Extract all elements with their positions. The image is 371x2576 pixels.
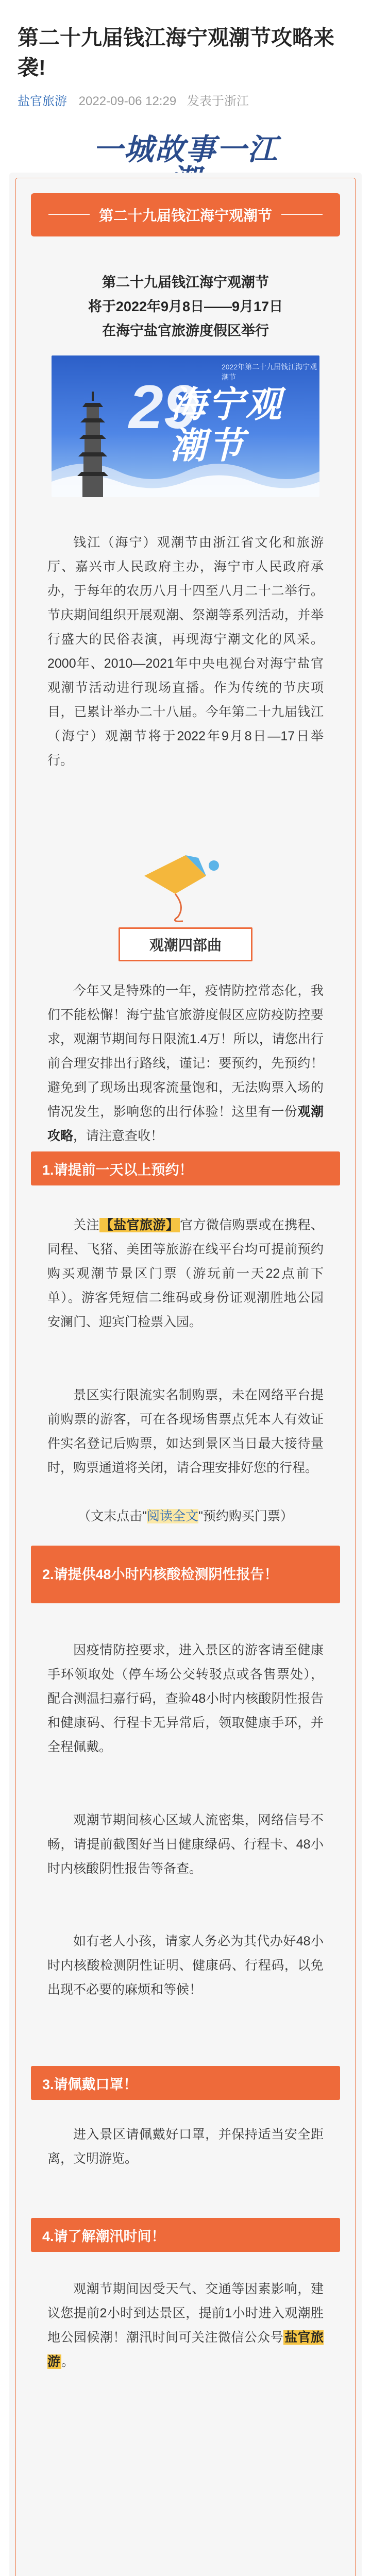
poster-caption: 2022年第二十九届钱江海宁观潮节	[222, 363, 317, 381]
poster-number: 29	[129, 372, 198, 442]
festival-description: 钱江（海宁）观潮节由浙江省文化和旅游厅、嘉兴市人民政府主办，海宁市人民政府承办，于每年的农历八月十四至八月二十二举行。节庆期间组织开展观潮、祭潮等系列活动，并举行盛大的民俗表演，再现海宁潮文化的风采。2000年、2010—2021年中央电视台对海宁盐官观潮节活动进行现场直播。作为传统的节庆项目，已累计举办二十八届。今年第二十九届钱江（海宁）观潮节将于2022年9月8日—17日举行。	[47, 535, 324, 768]
step-3-paragraph-1: 进入景区请佩戴好口罩，并保持适当安全距离，文明游览。	[47, 2127, 324, 2166]
step-1-paragraph-2: 景区实行限流实名制购票，未在网络平台提前购票的游客，可在各现场售票点凭本人有效证件实名登记后购票，如达到景区当日最大接待量时，购票通道将关闭，请合理安排好您的行程。	[47, 1388, 324, 1475]
step-2-paragraph-2: 观潮节期间核心区域人流密集，网络信号不畅，请提前截图好当日健康绿码、行程卡、48小时内核酸阴性报告等备查。	[47, 1813, 324, 1876]
publish-location: 发表于浙江	[187, 94, 249, 108]
step-1-paragraph-1	[47, 1213, 324, 1334]
intro-line-1: 第二十九届钱江海宁观潮节	[102, 275, 269, 290]
publish-time: 2022-09-06 12:29	[78, 94, 177, 108]
step-1-note	[47, 1504, 324, 1529]
step-1-label: 1.请提前一天以上预约！	[42, 1162, 193, 1178]
account-highlight-2: 盐官旅游	[47, 2330, 324, 2369]
step-1-header	[31, 1151, 340, 1185]
brand-logo	[82, 134, 289, 175]
step-2-paragraph-3: 如有老人小孩，请家人务必为其代办好48小时内核酸检测阴性证明、健康码、行程码，以免出现不必要的麻烦和等候！	[47, 1934, 324, 1997]
step-1-text: 官方微信购票或在携程、同程、飞猪、美团等旅游在线平台均可提前预约购买观潮节景区门票（游玩前一天22点前下单）。游客凭短信二维码或身份证观潮胜地公园安澜门、迎宾门检票入园。	[47, 1218, 324, 1329]
article-meta	[18, 91, 249, 109]
step-2-label: 2.请提供48小时内核酸检测阴性报告！	[42, 1567, 278, 1582]
step-2-header	[31, 1546, 340, 1603]
read-more-link[interactable]: 阅读全文	[146, 1509, 198, 1523]
step-4-paragraph-1	[47, 2277, 324, 2374]
intro-line-3: 在海宁盐官旅游度假区举行	[102, 323, 269, 338]
festival-banner	[31, 193, 340, 236]
strategy-keyword: 观潮攻略	[47, 1105, 324, 1143]
step-3-label: 3.请佩戴口罩！	[42, 2076, 138, 2092]
note-prefix: （文末点击"	[78, 1509, 147, 1523]
step-4-label: 4.请了解潮汛时间！	[42, 2228, 165, 2244]
section-tag: 观潮四部曲	[119, 927, 252, 961]
pagoda-icon	[77, 392, 108, 497]
strategy-intro-tail: ，请注意查收！	[73, 1129, 164, 1143]
banner-label: 第二十九届钱江海宁观潮节	[90, 205, 281, 225]
account-highlight: 【盐官旅游】	[100, 1218, 179, 1232]
festival-poster-image	[52, 355, 319, 497]
kite-illustration	[129, 845, 232, 922]
step-4-tail: 。	[61, 2354, 75, 2369]
step-2-paragraph-1: 因疫情防控要求，进入景区的游客请至健康手环领取处（停车场公交转驳点或各售票处），配合测温扫嘉行码，查验48小时内核酸阴性报告和健康码、行程卡无异常后，领取健康手环，并全程佩戴。	[47, 1643, 324, 1754]
step-4-header	[31, 2218, 340, 2252]
account-link[interactable]: 盐官旅游	[18, 94, 67, 108]
step-1-prefix: 关注	[73, 1218, 99, 1232]
brand-name: 一城故事一江	[92, 132, 278, 167]
article-title: 第二十九届钱江海宁观潮节攻略来袭!	[18, 26, 334, 79]
step-4-text: 观潮节期间因受天气、交通等因素影响，建议您提前2小时到达景区，提前1小时进入观潮胜地公园候潮！潮汛时间可关注微信公众号	[47, 2282, 324, 2345]
intro-line-2: 将于2022年9月8日——9月17日	[88, 299, 283, 314]
note-suffix: "预约购买门票）	[198, 1509, 293, 1523]
step-3-header	[31, 2066, 340, 2100]
strategy-intro-text: 今年又是特殊的一年，疫情防控常态化，我们不能松懈！海宁盐官旅游度假区应防疫防控要求，观潮节期间每日限流1.4万！所以，请您出行前合理安排出行路线，谨记：要预约，先预约！避免到了现场出现客流量饱和，无法购票入场的情况发生，影响您的出行体验！这里有一份	[47, 984, 324, 1119]
poster-title: 海宁观潮节	[170, 383, 283, 467]
festival-intro	[31, 270, 340, 343]
strategy-intro	[47, 979, 324, 1148]
